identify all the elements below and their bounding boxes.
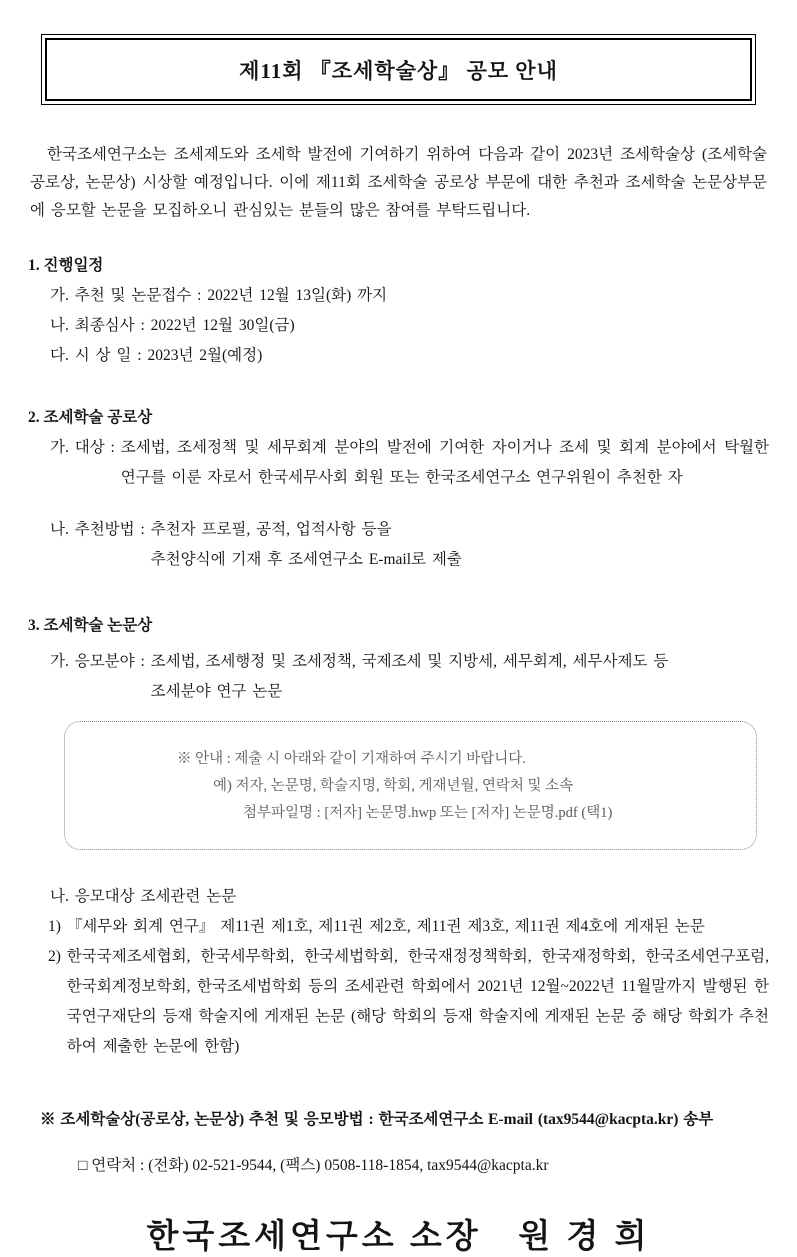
title-box-inner bbox=[45, 38, 752, 101]
page-title: 제11회 『조세학술상』 공모 안내 bbox=[239, 59, 558, 83]
merit-award-heading: 2. 조세학술 공로상 bbox=[28, 409, 153, 426]
merit-award-method-label: 나. 추천방법 : bbox=[50, 521, 151, 538]
title-box bbox=[41, 34, 756, 105]
notice-line-2: 예) 저자, 논문명, 학술지명, 학회, 게재년월, 연락처 및 소속 bbox=[213, 778, 574, 794]
paper-award-field-label: 가. 응모분야 : bbox=[50, 653, 151, 670]
schedule-heading: 1. 진행일정 bbox=[28, 257, 104, 274]
notice-line-1: ※ 안내 : 제출 시 아래와 같이 기재하여 주시기 바랍니다. bbox=[177, 751, 526, 767]
target-1-number: 1) bbox=[48, 918, 67, 935]
submission-notice-box bbox=[64, 721, 757, 850]
signature-line: 한국조세연구소 소장 원 경 희 bbox=[146, 1219, 651, 1255]
target-2-number: 2) bbox=[48, 948, 67, 965]
merit-award-method bbox=[28, 515, 769, 575]
contact-info: □ 연락처 : (전화) 02-521-9544, (팩스) 0508-118-1854, tax9544@kacpta.kr bbox=[78, 1157, 549, 1174]
merit-award-target-label: 가. 대상 : bbox=[50, 439, 121, 456]
merit-award-target bbox=[28, 433, 769, 493]
target-2-text: 한국국제조세협회, 한국세무학회, 한국세법학회, 한국재정정책학회, 한국재정학회, 한국조세연구포럼, 한국회계정보학회, 한국조세법학회 등의 조세관련 학회에서 2021년 12월~2022년 11월말까지 발행된 한국연구재단의 등재 학술지에 게재된 논문 (해당 학회의 등재 학술지에 게재된 논문 중 해당 학회가 추천하여 제출한 논문에 한함) bbox=[66, 948, 769, 1055]
schedule-item-submission: 가. 추천 및 논문접수 : 2022년 12월 13일(화) 까지 bbox=[50, 287, 388, 304]
application-method-note: ※ 조세학술상(공로상, 논문상) 추천 및 응모방법 : 한국조세연구소 E-mail (tax9544@kacpta.kr) 송부 bbox=[40, 1111, 714, 1128]
paper-award-heading: 3. 조세학술 논문상 bbox=[28, 617, 153, 634]
paper-award-field-text bbox=[151, 647, 769, 707]
paper-award-target-2 bbox=[28, 942, 769, 1062]
merit-award-target-text: 조세법, 조세정책 및 세무회계 분야의 발전에 기여한 자이거나 조세 및 회계 분야에서 탁월한 연구를 이룬 자로서 한국세무사회 회원 또는 한국조세연구소 연구위원이 추천한 자 bbox=[120, 439, 769, 486]
paper-award-field-line2: 조세분야 연구 논문 bbox=[150, 683, 283, 700]
merit-award-method-text bbox=[151, 515, 769, 575]
schedule-item-award-date: 다. 시 상 일 : 2023년 2월(예정) bbox=[50, 347, 263, 364]
paper-award-target-heading: 나. 응모대상 조세관련 논문 bbox=[50, 888, 237, 905]
merit-award-method-line2: 추천양식에 기재 후 조세연구소 E-mail로 제출 bbox=[150, 551, 462, 568]
paper-award-target-1 bbox=[28, 912, 769, 942]
notice-line-3: 첨부파일명 : [저자] 논문명.hwp 또는 [저자] 논문명.pdf (택1) bbox=[243, 805, 613, 821]
paper-award-field-line1: 조세법, 조세행정 및 조세정책, 국제조세 및 지방세, 세무회계, 세무사제도 등 bbox=[150, 653, 669, 670]
merit-award-method-line1: 추천자 프로필, 공적, 업적사항 등을 bbox=[150, 521, 392, 538]
paper-award-field bbox=[28, 647, 769, 707]
schedule-item-final-review: 나. 최종심사 : 2022년 12월 30일(금) bbox=[50, 317, 295, 334]
intro-paragraph: 한국조세연구소는 조세제도와 조세학 발전에 기여하기 위하여 다음과 같이 2023년 조세학술상 (조세학술 공로상, 논문상) 시상할 예정입니다. 이에 제11회 조세학술 공로상 부문에 대한 추천과 조세학술 논문상부문에 응모할 논문을 모집하오니 관심있는 분들의 많은 참여를 부탁드립니다. bbox=[30, 146, 767, 219]
section-merit-award bbox=[28, 403, 769, 575]
section-schedule bbox=[28, 251, 769, 371]
target-1-text: 『세무와 회계 연구』 제11권 제1호, 제11권 제2호, 제11권 제3호, 제11권 제4호에 게재된 논문 bbox=[66, 918, 705, 935]
section-paper-award bbox=[28, 611, 769, 1062]
